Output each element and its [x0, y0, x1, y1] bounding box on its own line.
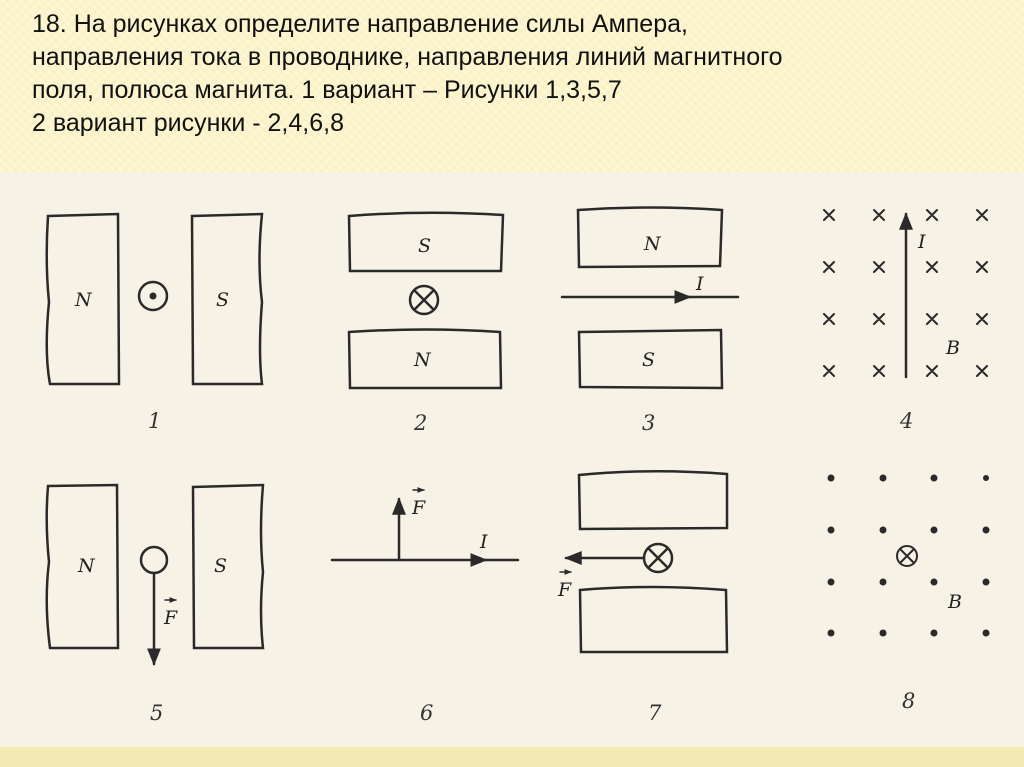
- force-label: F: [558, 579, 572, 601]
- conductor-icon: [141, 547, 167, 573]
- task-line-1: 18. На рисунках определите направление силы Ампера,: [32, 10, 688, 38]
- pole-label: S: [214, 555, 228, 577]
- figure-panel: [0, 172, 1024, 747]
- force-label: F: [164, 607, 178, 629]
- pole-label: N: [644, 233, 661, 255]
- task-line-3: поля, полюса магнита. 1 вариант – Рисунки 1,3,5,7: [32, 76, 622, 104]
- pole-label: S: [642, 349, 656, 371]
- current-in-cross: [901, 550, 913, 562]
- current-label: I: [696, 273, 704, 295]
- pole-label: N: [75, 289, 92, 311]
- task-text: [32, 8, 1012, 140]
- bottom-band: [0, 747, 1024, 767]
- figure-number: 2: [414, 411, 428, 435]
- current-in-cross: [649, 549, 667, 567]
- pole-label: N: [78, 555, 95, 577]
- figure-number: 1: [148, 409, 162, 433]
- figure-number: 3: [642, 411, 656, 435]
- current-label: I: [918, 231, 926, 253]
- current-out-dot: [150, 293, 157, 300]
- figures-svg: [0, 172, 1024, 747]
- figure-number: 8: [902, 689, 916, 713]
- figure-6: [332, 490, 518, 725]
- figure-3: [562, 208, 738, 436]
- figure-1: [47, 214, 262, 433]
- task-line-4: 2 вариант рисунки - 2,4,6,8: [32, 109, 344, 137]
- figure-7: [557, 471, 727, 725]
- figure-4: [824, 210, 987, 433]
- current-label: I: [480, 531, 488, 553]
- pole-label: N: [414, 349, 431, 371]
- figure-number: 7: [648, 701, 662, 725]
- force-label: F: [412, 497, 426, 519]
- field-label: B: [948, 591, 962, 613]
- current-in-cross: [415, 291, 433, 309]
- magnet-right: [193, 485, 263, 648]
- magnet-top: [579, 471, 727, 529]
- figure-number: 4: [900, 409, 914, 433]
- figure-number: 6: [420, 701, 434, 725]
- task-line-2: направления тока в проводнике, направления линий магнитного: [32, 43, 783, 71]
- figure-2: [349, 213, 503, 435]
- field-label: B: [946, 337, 960, 359]
- figure-number: 5: [150, 701, 164, 725]
- pole-label: S: [216, 289, 230, 311]
- pole-label: S: [418, 235, 432, 257]
- figure-8: [828, 475, 990, 714]
- magnet-bottom: [580, 587, 727, 652]
- figure-5: [47, 485, 263, 725]
